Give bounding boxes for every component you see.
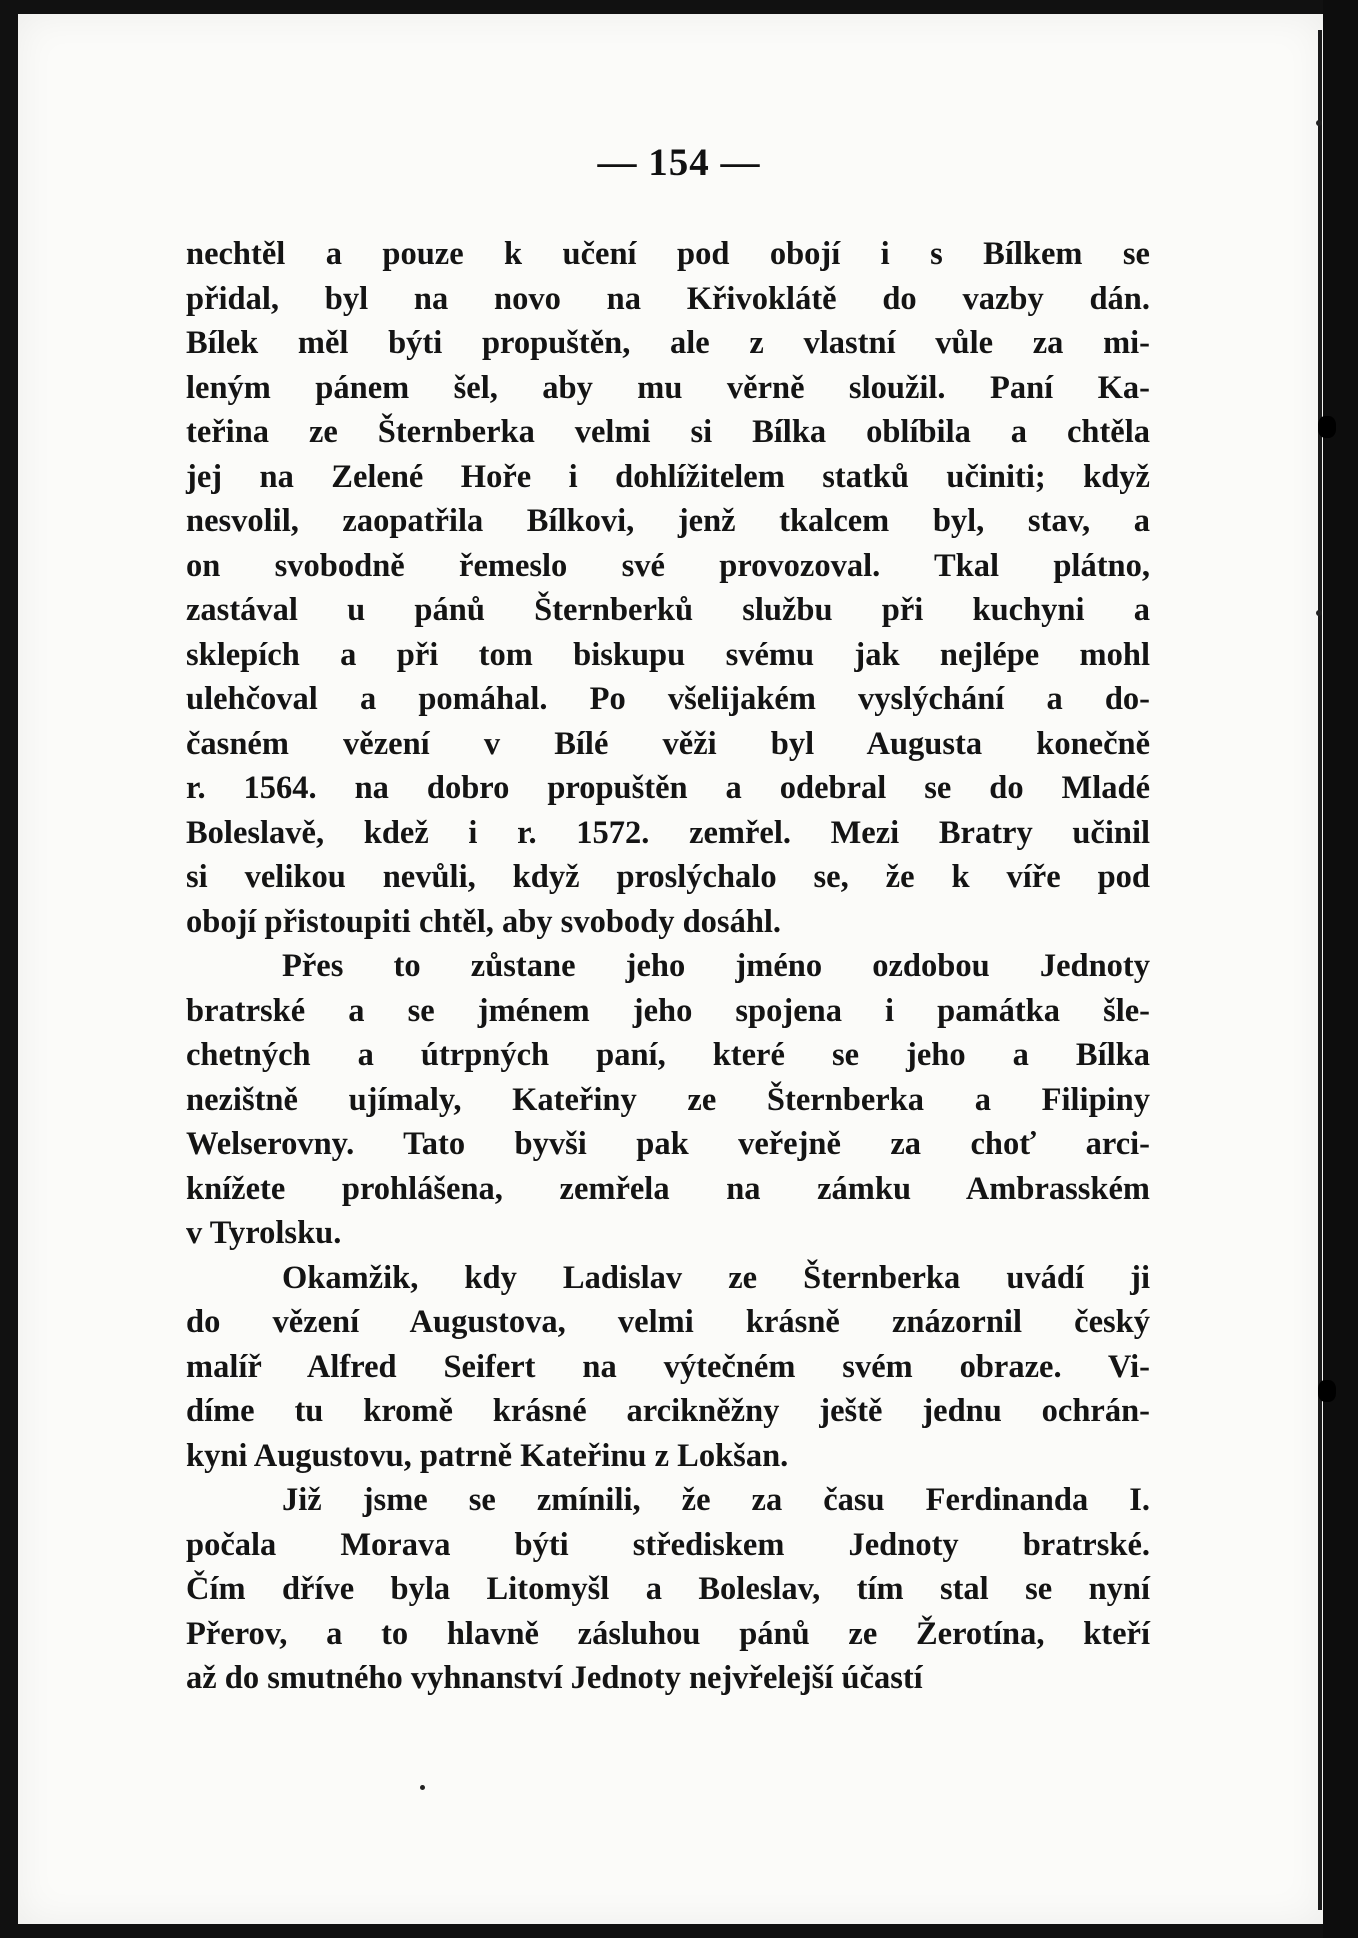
scan-border-right	[1323, 0, 1358, 1938]
text-line: zastával u pánů Šternberků službu při kuchyni a	[186, 592, 1150, 628]
text-line: Již jsme se zmínili, že za času Ferdinanda I.	[282, 1482, 1150, 1518]
text-line: časném vězení v Bílé věži byl Augusta konečně	[186, 725, 1150, 762]
text-line: do vězení Augustova, velmi krásně znázornil český	[186, 1304, 1150, 1340]
text-line: Okamžik, kdy Ladislav ze Šternberka uvádí ji	[282, 1259, 1150, 1296]
text-line: Boleslavě, kdež i r. 1572. zemřel. Mezi Bratry učinil	[186, 814, 1150, 851]
text-line: leným pánem šel, aby mu věrně sloužil. Paní Ka-	[186, 369, 1150, 406]
text-line: počala Morava býti střediskem Jednoty bratrské.	[186, 1526, 1150, 1563]
ink-speck-mark	[1316, 120, 1322, 126]
text-line: on svobodně řemeslo své provozoval. Tkal plátno,	[186, 547, 1150, 584]
paragraph	[186, 232, 1150, 944]
text-line: ulehčoval a pomáhal. Po všelijakém vyslýchání a do-	[186, 681, 1150, 717]
text-line: r. 1564. na dobro propuštěn a odebral se do Mladé	[186, 770, 1150, 806]
text-line: přidal, byl na novo na Křivoklátě do vazby dán.	[186, 280, 1150, 317]
paragraph	[186, 1256, 1150, 1479]
text-line: jej na Zelené Hoře i dohlížitelem statků učiniti; když	[186, 458, 1150, 495]
text-line: díme tu kromě krásné arcikněžny ještě jednu ochrán-	[186, 1393, 1150, 1429]
dust-speck-mark	[420, 1785, 425, 1790]
paragraph	[186, 944, 1150, 1256]
text-line: až do smutného vyhnanství Jednoty nejvřelejší účastí	[186, 1660, 923, 1696]
text-line: nezištně ujímaly, Kateřiny ze Šternberka a Filipiny	[186, 1081, 1150, 1118]
ink-speck-mark	[1316, 610, 1322, 616]
text-line: nesvolil, zaopatřila Bílkovi, jenž tkalcem byl, stav, a	[186, 503, 1150, 539]
text-line: Bílek měl býti propuštěn, ale z vlastní vůle za mi-	[186, 325, 1150, 361]
text-line: knížete prohlášena, zemřela na zámku Ambrasském	[186, 1170, 1150, 1207]
text-line: Přes to zůstane jeho jméno ozdobou Jednoty	[282, 948, 1150, 984]
ink-blot-mark	[1318, 416, 1336, 438]
text-line: v Tyrolsku.	[186, 1215, 342, 1251]
text-line: bratrské a se jménem jeho spojena i památka šle-	[186, 992, 1150, 1029]
text-line: sklepích a při tom biskupu svému jak nejlépe mohl	[186, 636, 1150, 673]
text-line: Přerov, a to hlavně zásluhou pánů ze Žerotína, kteří	[186, 1615, 1150, 1652]
text-line: nechtěl a pouze k učení pod obojí i s Bílkem se	[186, 236, 1150, 272]
page-number: — 154 —	[597, 141, 761, 184]
text-line: kyni Augustovu, patrně Kateřinu z Lokšan.	[186, 1437, 789, 1474]
text-line: si velikou nevůli, když proslýchalo se, že k víře pod	[186, 859, 1150, 895]
page-edge-shadow	[1318, 30, 1322, 1910]
text-line: teřina ze Šternberka velmi si Bílka oblíbila a chtěla	[186, 414, 1150, 450]
paragraph	[186, 1478, 1150, 1701]
text-line: Welserovny. Tato byvši pak veřejně za choť arci-	[186, 1126, 1150, 1162]
text-line: obojí přistoupiti chtěl, aby svobody dosáhl.	[186, 903, 782, 940]
text-line: chetných a útrpných paní, které se jeho a Bílka	[186, 1037, 1150, 1073]
ink-blot-mark	[1318, 1380, 1336, 1402]
body-text	[186, 232, 1150, 1701]
text-line: Čím dříve byla Litomyšl a Boleslav, tím stal se nyní	[186, 1571, 1150, 1607]
text-line: malíř Alfred Seifert na výtečném svém obraze. Vi-	[186, 1348, 1150, 1385]
